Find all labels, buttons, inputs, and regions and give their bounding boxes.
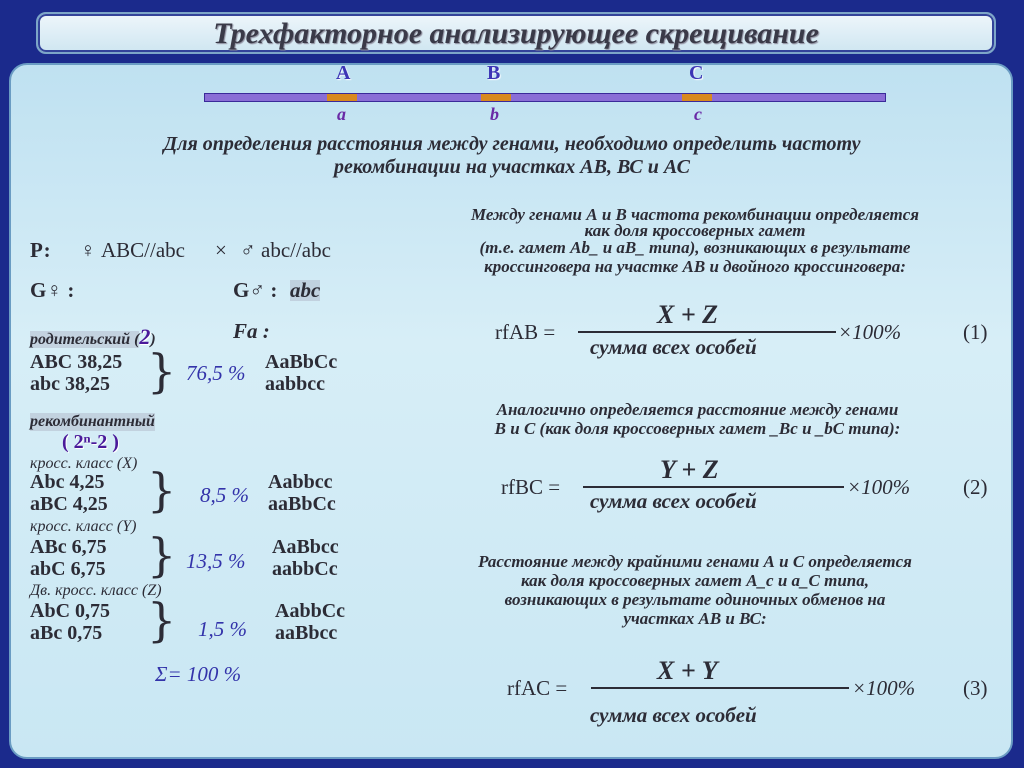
gene-label-a: a [337,104,346,124]
class-x-label: кросс. класс (Х) [30,455,138,472]
formula-3-lhs: rfAC = [507,676,568,700]
formula-2-denominator: сумма всех особей [590,489,757,513]
class-z-genotype-1: AabbCc [275,600,346,622]
parental-percent: 76,5 % [186,361,246,385]
parental-count: 2 [139,324,151,349]
class-x-genotype-1: Aabbcc [268,471,333,493]
gene-label-c: c [694,104,702,124]
recombinant-label: рекомбинантный [30,413,155,430]
parental-label [30,324,156,350]
formula-2-mult: ×100% [847,475,911,499]
fa-label: Fa : [233,319,270,343]
bc-description [405,400,990,438]
parental-genotype-2: aabbcc [265,373,325,395]
gene-label-C: C [689,62,704,84]
g-female: G♀ : [30,278,75,302]
ac-description [390,552,1000,628]
brace: } [147,593,177,647]
g-male-label: G♂ : [233,278,278,302]
gene-label-B: B [487,62,501,84]
formula-1-bar [578,331,836,333]
locus-c [682,94,712,101]
ab-desc-line-3: (т.е. гамет Ab_ и aB_ типа), возникающих в результате [479,238,911,257]
ab-desc-line-1: Между генами А и В частота рекомбинации определяется [470,205,920,224]
formula-3-number: (3) [963,676,988,700]
gene-label-A: A [336,62,351,84]
formula-2-numerator: Y + Z [660,455,719,484]
locus-b [481,94,511,101]
intro-line-2: рекомбинации на участках АВ, ВС и АС [333,156,691,178]
formula-3-mult: ×100% [852,676,916,700]
class-x-percent: 8,5 % [200,483,249,507]
class-z-genotype-2: aaBbcc [275,622,338,644]
bc-desc-line-2: В и С (как доля кроссоверных гамет _Bc и _bC типа): [494,419,901,438]
p-label: Р: [30,238,51,262]
class-z-gamete-2: aBc 0,75 [30,622,103,644]
ac-desc-line-2: как доля кроссоверных гамет A_c и a_C типа, [520,571,870,590]
ac-desc-line-3: возникающих в результате одиночных обменов на [504,590,886,609]
p-male: ♂ abc//abc [240,238,331,262]
ac-desc-line-1: Расстояние между крайними генами А и С определяется [478,552,912,571]
class-y-gamete-1: ABc 6,75 [30,536,107,558]
g-male-value: abc [290,278,321,302]
class-y-percent: 13,5 % [186,549,246,573]
parental-close: ) [150,331,156,348]
title-bar [36,12,996,54]
class-z-gamete-1: AbC 0,75 [30,600,111,622]
class-y-genotype-1: AaBbcc [272,536,339,558]
bc-desc-line-1: Аналогично определяется расстояние между генами [496,400,899,419]
chromosome-bar [204,93,886,102]
formula-3-bar [591,687,849,689]
ab-description [390,205,1000,276]
p-times: × [215,238,227,262]
parental-label-text: родительский ( [30,331,140,348]
class-y-genotype-2: aabbCc [272,558,338,580]
ab-desc-line-4: кроссинговера на участке АВ и двойного кроссинговера: [484,257,906,276]
formula-2-number: (2) [963,475,988,499]
class-y-gamete-2: abC 6,75 [30,558,106,580]
brace: } [147,528,177,582]
class-x-genotype-2: aaBbCc [268,493,336,515]
recombinant-formula: ( 2ⁿ-2 ) [62,431,119,453]
locus-a [327,94,357,101]
parental-gamete-2: abc 38,25 [30,373,110,395]
parental-genotype-1: AaBbCc [265,351,338,373]
gene-label-b: b [490,104,499,124]
formula-3-denominator: сумма всех особей [590,703,757,727]
formula-1-denominator: сумма всех особей [590,335,757,359]
class-z-label: Дв. кросс. класс (Z) [30,582,162,599]
class-x-gamete-2: aBC 4,25 [30,493,108,515]
formula-1-number: (1) [963,320,988,344]
formula-1-lhs: rfAB = [495,320,556,344]
brace: } [147,344,177,398]
formula-1-numerator: X + Z [657,300,719,329]
brace: } [147,463,177,517]
parental-gamete-1: АВС 38,25 [30,351,123,373]
page-title: Трехфакторное анализирующее скрещивание [213,17,819,50]
intro-line-1: Для определения расстояния между генами, необходимо определить частоту [163,133,861,155]
class-z-percent: 1,5 % [198,617,247,641]
formula-2-lhs: rfBC = [501,475,561,499]
formula-2-bar [583,486,844,488]
class-x-gamete-1: Abc 4,25 [30,471,105,493]
ab-desc-line-2: как доля кроссоверных гамет [584,221,806,240]
formula-3-numerator: X + Y [657,656,718,685]
class-y-label: кросс. класс (Y) [30,518,137,535]
sum-total: Σ= 100 % [155,662,242,686]
intro-text [20,133,1004,179]
ac-desc-line-4: участках АВ и ВС: [623,609,767,628]
p-female: ♀ АВС//abc [80,238,185,262]
formula-1-mult: ×100% [838,320,902,344]
